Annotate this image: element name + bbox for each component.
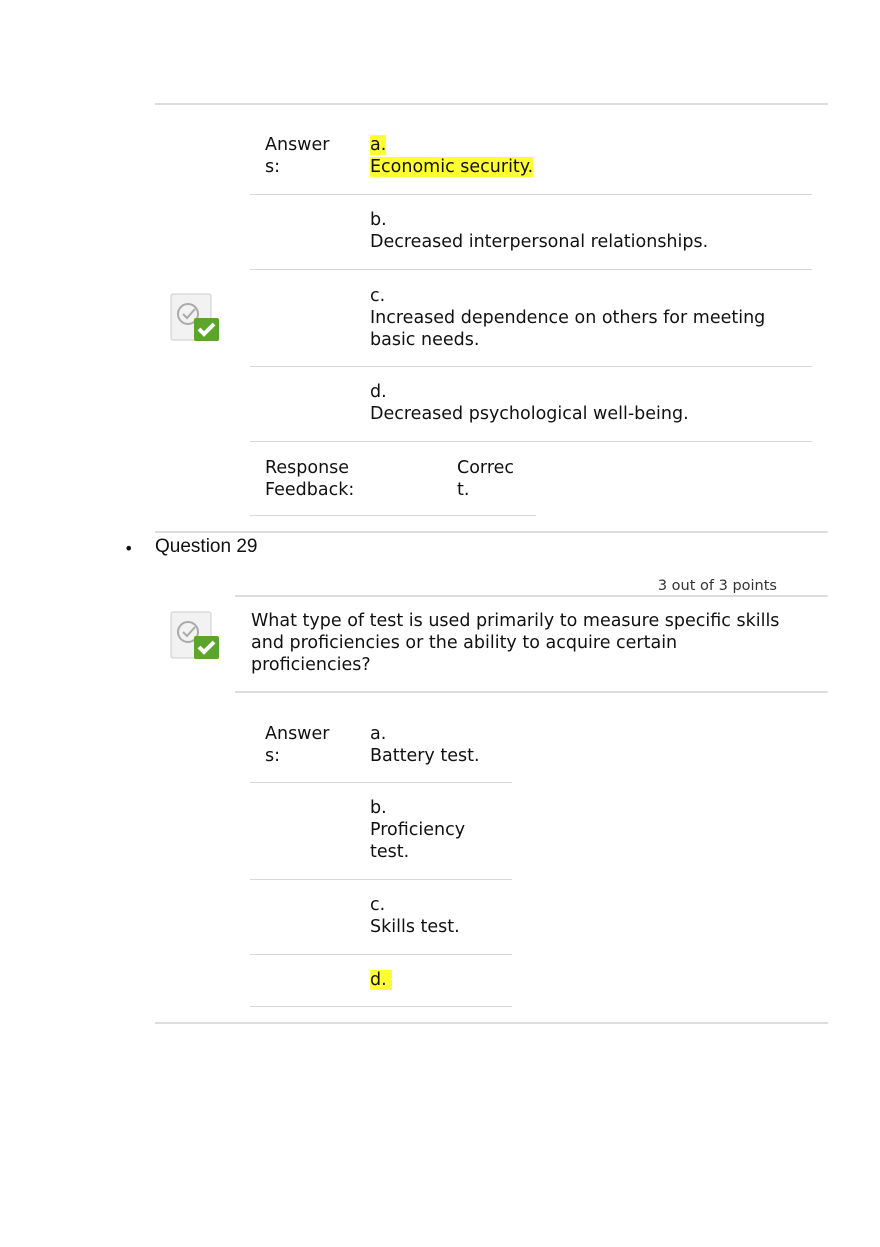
option-a: a. Economic security.	[370, 135, 534, 177]
divider	[250, 782, 512, 783]
divider	[155, 531, 828, 533]
divider	[250, 879, 512, 880]
option-c: c. Increased dependence on others for meeting basic needs.	[370, 286, 766, 350]
question-title: Question 29	[155, 536, 258, 557]
divider	[250, 1006, 512, 1007]
divider	[250, 366, 812, 367]
divider	[235, 691, 828, 693]
option-d: d.	[370, 969, 392, 991]
bullet: •	[124, 539, 134, 558]
option-b: b. Decreased interpersonal relationships.	[370, 210, 709, 252]
option-a: a. Battery test.	[370, 724, 480, 766]
points-badge: 3 out of 3 points	[657, 578, 777, 594]
answers-label: Answer s:	[265, 724, 330, 766]
correct-check-icon	[168, 610, 222, 662]
divider	[250, 269, 812, 270]
divider	[155, 103, 828, 105]
divider	[250, 194, 812, 195]
response-feedback-value: Correc t.	[457, 458, 515, 500]
option-d: d. Decreased psychological well-being.	[370, 382, 689, 424]
divider	[235, 595, 828, 597]
divider	[155, 1022, 828, 1024]
correct-check-icon	[168, 292, 222, 344]
divider	[250, 441, 812, 442]
question-text: What type of test is used primarily to measure specific skills and proficiencies or the ability to acquire certain proficiencies?	[251, 611, 780, 675]
answers-label: Answer s:	[265, 135, 330, 177]
divider	[250, 515, 536, 516]
option-c: c. Skills test.	[370, 895, 460, 937]
response-feedback-label: Response Feedback:	[265, 458, 355, 500]
divider	[250, 954, 512, 955]
option-b: b. Proficiency test.	[370, 798, 466, 862]
